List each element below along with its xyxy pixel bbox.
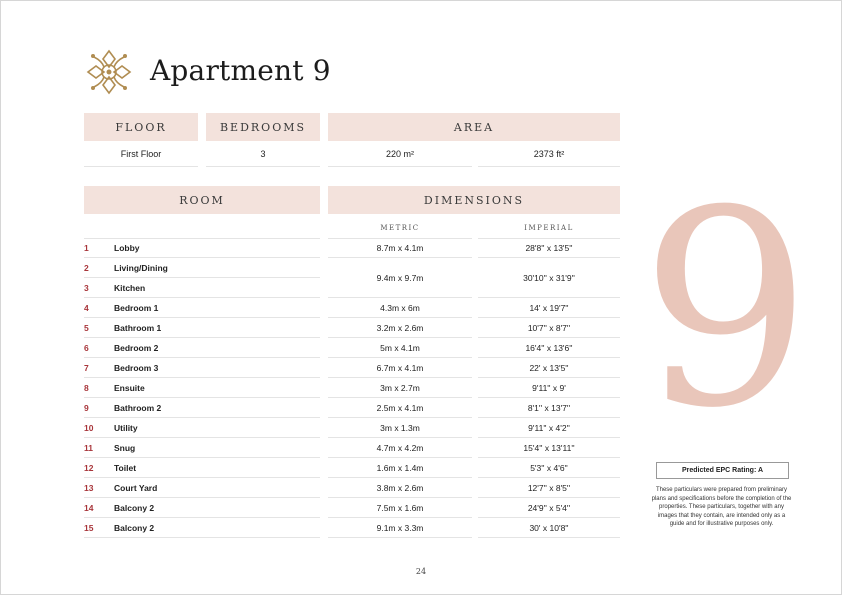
room-name: Toilet [114, 463, 137, 473]
room-number: 8 [84, 383, 89, 393]
area-metric-value: 220 m² [328, 142, 472, 167]
imperial-dimension: 8'1'' x 13'7'' [527, 403, 571, 413]
page-number: 24 [415, 567, 427, 576]
imperial-dimension: 24'9'' x 5'4'' [527, 503, 571, 513]
room-name: Utility [114, 423, 138, 433]
table-row [84, 318, 620, 338]
room-number: 1 [84, 243, 89, 253]
imperial-dimension: 5'3'' x 4'6'' [530, 463, 568, 473]
metric-dimension: 8.7m x 4.1m [376, 243, 424, 253]
imperial-subheader: IMPERIAL [478, 218, 620, 239]
table-row [84, 378, 620, 398]
metric-subheader: METRIC [328, 218, 472, 239]
room-number: 7 [84, 363, 89, 373]
room-name: Lobby [114, 243, 140, 253]
table-row [84, 418, 620, 438]
metric-dimension: 7.5m x 1.6m [376, 503, 424, 513]
imperial-dimension: 22' x 13'5'' [529, 363, 569, 373]
disclaimer: These particulars were prepared from preliminary plans and specifications before the completion of the properties. These particulars, together with any images that they contain, are intended only as a guide and for illustrative purposes only. [651, 487, 792, 528]
room-number: 11 [84, 443, 93, 453]
metric-dimension: 9.4m x 9.7m [376, 273, 424, 283]
metric-dimension: 4.3m x 6m [380, 303, 420, 313]
room-number: 14 [84, 503, 94, 513]
imperial-dimension: 9'11'' x 4'2'' [528, 423, 570, 433]
room-number: 4 [84, 303, 89, 313]
dimensions-header: DIMENSIONS [328, 186, 620, 214]
room-name: Balcony 2 [114, 523, 155, 533]
room-name: Ensuite [114, 383, 145, 393]
area-imperial-value: 2373 ft² [478, 142, 620, 167]
metric-dimension: 3.8m x 2.6m [376, 483, 424, 493]
table-row [84, 338, 620, 358]
table-row [84, 278, 620, 298]
imperial-dimension: 30' x 10'8'' [529, 523, 569, 533]
metric-dimension: 5m x 4.1m [380, 343, 420, 353]
imperial-dimension: 9'11'' x 9' [532, 383, 566, 393]
metric-dimension: 3m x 1.3m [380, 423, 420, 433]
table-row [84, 518, 620, 538]
metric-dimension: 9.1m x 3.3m [376, 523, 424, 533]
room-name: Kitchen [114, 283, 146, 293]
room-name: Living/Dining [114, 263, 168, 273]
imperial-dimension: 10'7'' x 8'7'' [527, 323, 571, 333]
area-header: AREA [328, 113, 620, 141]
floor-value: First Floor [84, 142, 198, 167]
room-number: 15 [84, 523, 94, 533]
table-row [84, 358, 620, 378]
room-number: 10 [84, 423, 94, 433]
imperial-dimension: 30'10'' x 31'9'' [523, 273, 575, 283]
metric-dimension: 3m x 2.7m [380, 383, 420, 393]
metric-dimension: 3.2m x 2.6m [376, 323, 424, 333]
imperial-dimension: 12'7'' x 8'5'' [527, 483, 571, 493]
table-row [84, 458, 620, 478]
room-number: 12 [84, 463, 94, 473]
metric-dimension: 4.7m x 4.2m [376, 443, 424, 453]
imperial-dimension: 14' x 19'7'' [529, 303, 569, 313]
page-title: Apartment 9 [150, 54, 331, 87]
table-row [84, 298, 620, 318]
room-number: 3 [84, 283, 89, 293]
floor-header: FLOOR [84, 113, 198, 141]
room-number: 13 [84, 483, 94, 493]
metric-dimension: 2.5m x 4.1m [376, 403, 424, 413]
metric-dimension: 6.7m x 4.1m [376, 363, 424, 373]
table-row [84, 258, 620, 283]
imperial-dimension: 15'4'' x 13'11'' [523, 443, 575, 453]
room-name: Snug [114, 443, 136, 453]
room-name: Bedroom 1 [114, 303, 159, 313]
room-number: 2 [84, 263, 89, 273]
room-name: Bedroom 3 [114, 363, 159, 373]
table-row [84, 498, 620, 518]
room-name: Bedroom 2 [114, 343, 159, 353]
room-number: 9 [84, 403, 89, 413]
ornament-logo-icon [84, 47, 134, 97]
room-name: Bathroom 1 [114, 323, 162, 333]
room-number: 6 [84, 343, 89, 353]
room-name: Bathroom 2 [114, 403, 162, 413]
room-name: Balcony 2 [114, 503, 155, 513]
room-header: ROOM [84, 186, 320, 214]
room-name: Court Yard [114, 483, 158, 493]
apartment-number: 9 [640, 152, 812, 467]
table-row [84, 398, 620, 418]
imperial-dimension: 16'4'' x 13'6'' [525, 343, 573, 353]
table-row [84, 238, 620, 258]
table-row [84, 438, 620, 458]
table-row [84, 478, 620, 498]
imperial-dimension: 28'8'' x 13'5'' [525, 243, 573, 253]
bedrooms-value: 3 [206, 142, 320, 167]
subheader-spacer [84, 218, 320, 239]
metric-dimension: 1.6m x 1.4m [376, 463, 424, 473]
bedrooms-header: BEDROOMS [206, 113, 320, 141]
epc-rating: Predicted EPC Rating: A [656, 462, 789, 479]
room-number: 5 [84, 323, 89, 333]
